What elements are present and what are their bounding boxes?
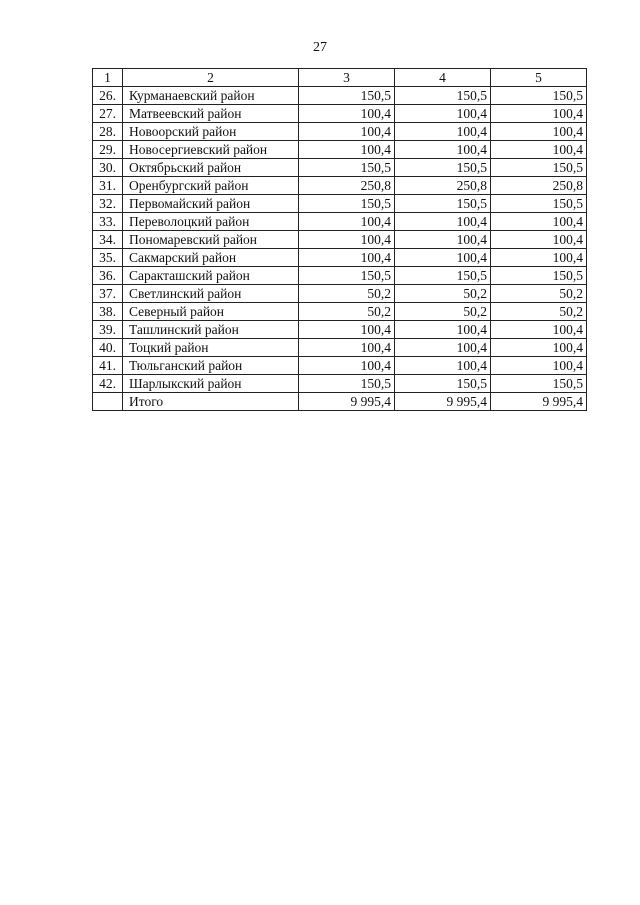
value-col-5: 150,5 <box>491 87 587 105</box>
value-col-5: 100,4 <box>491 249 587 267</box>
value-col-3: 50,2 <box>299 285 395 303</box>
value-col-4: 50,2 <box>395 303 491 321</box>
total-row <box>93 393 587 411</box>
row-number: 42. <box>93 375 123 393</box>
district-name: Северный район <box>123 303 299 321</box>
value-col-3: 100,4 <box>299 249 395 267</box>
value-col-5: 100,4 <box>491 123 587 141</box>
value-col-3: 100,4 <box>299 105 395 123</box>
value-col-3: 100,4 <box>299 141 395 159</box>
row-number: 41. <box>93 357 123 375</box>
value-col-5: 100,4 <box>491 339 587 357</box>
table-row <box>93 123 587 141</box>
table-row <box>93 231 587 249</box>
value-col-5: 100,4 <box>491 213 587 231</box>
row-number: 27. <box>93 105 123 123</box>
value-col-4: 50,2 <box>395 285 491 303</box>
value-col-4: 100,4 <box>395 123 491 141</box>
value-col-3: 100,4 <box>299 231 395 249</box>
value-col-4: 150,5 <box>395 159 491 177</box>
value-col-5: 50,2 <box>491 285 587 303</box>
total-col-5: 9 995,4 <box>491 393 587 411</box>
table-row <box>93 195 587 213</box>
district-name: Ташлинский район <box>123 321 299 339</box>
district-name: Первомайский район <box>123 195 299 213</box>
district-name: Курманаевский район <box>123 87 299 105</box>
table-header-row <box>93 69 587 87</box>
district-name: Тюльганский район <box>123 357 299 375</box>
district-name: Оренбургский район <box>123 177 299 195</box>
district-name: Новосергиевский район <box>123 141 299 159</box>
value-col-5: 100,4 <box>491 321 587 339</box>
table-row <box>93 87 587 105</box>
value-col-4: 150,5 <box>395 87 491 105</box>
value-col-3: 150,5 <box>299 375 395 393</box>
value-col-4: 100,4 <box>395 231 491 249</box>
value-col-5: 100,4 <box>491 231 587 249</box>
value-col-3: 150,5 <box>299 267 395 285</box>
row-number: 26. <box>93 87 123 105</box>
value-col-4: 100,4 <box>395 249 491 267</box>
allocation-table <box>92 68 587 411</box>
table-row <box>93 339 587 357</box>
row-number: 40. <box>93 339 123 357</box>
district-name: Октябрьский район <box>123 159 299 177</box>
value-col-3: 100,4 <box>299 357 395 375</box>
value-col-3: 150,5 <box>299 159 395 177</box>
district-name: Переволоцкий район <box>123 213 299 231</box>
value-col-4: 150,5 <box>395 267 491 285</box>
row-number: 30. <box>93 159 123 177</box>
header-col-3: 3 <box>299 69 395 87</box>
value-col-4: 250,8 <box>395 177 491 195</box>
total-col-3: 9 995,4 <box>299 393 395 411</box>
value-col-5: 50,2 <box>491 303 587 321</box>
value-col-4: 100,4 <box>395 105 491 123</box>
table-body <box>93 87 587 411</box>
district-name: Пономаревский район <box>123 231 299 249</box>
total-label: Итого <box>123 393 299 411</box>
district-name: Шарлыкский район <box>123 375 299 393</box>
value-col-4: 100,4 <box>395 141 491 159</box>
table-row <box>93 177 587 195</box>
value-col-4: 150,5 <box>395 375 491 393</box>
value-col-4: 100,4 <box>395 213 491 231</box>
value-col-5: 150,5 <box>491 195 587 213</box>
header-col-1: 1 <box>93 69 123 87</box>
row-number: 34. <box>93 231 123 249</box>
table-row <box>93 105 587 123</box>
row-number: 31. <box>93 177 123 195</box>
value-col-5: 150,5 <box>491 267 587 285</box>
total-number <box>93 393 123 411</box>
total-col-4: 9 995,4 <box>395 393 491 411</box>
row-number: 32. <box>93 195 123 213</box>
row-number: 28. <box>93 123 123 141</box>
row-number: 36. <box>93 267 123 285</box>
district-name: Новоорский район <box>123 123 299 141</box>
table-row <box>93 267 587 285</box>
row-number: 37. <box>93 285 123 303</box>
district-name: Тоцкий район <box>123 339 299 357</box>
table-row <box>93 159 587 177</box>
header-col-4: 4 <box>395 69 491 87</box>
value-col-5: 150,5 <box>491 375 587 393</box>
table-row <box>93 375 587 393</box>
table-row <box>93 141 587 159</box>
row-number: 39. <box>93 321 123 339</box>
value-col-3: 50,2 <box>299 303 395 321</box>
row-number: 38. <box>93 303 123 321</box>
value-col-5: 150,5 <box>491 159 587 177</box>
table-row <box>93 249 587 267</box>
header-col-5: 5 <box>491 69 587 87</box>
district-name: Матвеевский район <box>123 105 299 123</box>
row-number: 35. <box>93 249 123 267</box>
value-col-3: 100,4 <box>299 213 395 231</box>
value-col-3: 100,4 <box>299 123 395 141</box>
value-col-5: 100,4 <box>491 141 587 159</box>
value-col-3: 150,5 <box>299 195 395 213</box>
value-col-4: 150,5 <box>395 195 491 213</box>
table-row <box>93 357 587 375</box>
value-col-3: 250,8 <box>299 177 395 195</box>
value-col-3: 100,4 <box>299 321 395 339</box>
district-name: Саракташский район <box>123 267 299 285</box>
value-col-4: 100,4 <box>395 321 491 339</box>
page-number: 27 <box>313 40 327 55</box>
row-number: 33. <box>93 213 123 231</box>
table-row <box>93 321 587 339</box>
value-col-5: 100,4 <box>491 357 587 375</box>
district-name: Светлинский район <box>123 285 299 303</box>
value-col-5: 100,4 <box>491 105 587 123</box>
row-number: 29. <box>93 141 123 159</box>
value-col-3: 150,5 <box>299 87 395 105</box>
header-col-2: 2 <box>123 69 299 87</box>
district-name: Сакмарский район <box>123 249 299 267</box>
table-row <box>93 285 587 303</box>
table-row <box>93 303 587 321</box>
value-col-4: 100,4 <box>395 357 491 375</box>
value-col-4: 100,4 <box>395 339 491 357</box>
value-col-3: 100,4 <box>299 339 395 357</box>
table-row <box>93 213 587 231</box>
value-col-5: 250,8 <box>491 177 587 195</box>
